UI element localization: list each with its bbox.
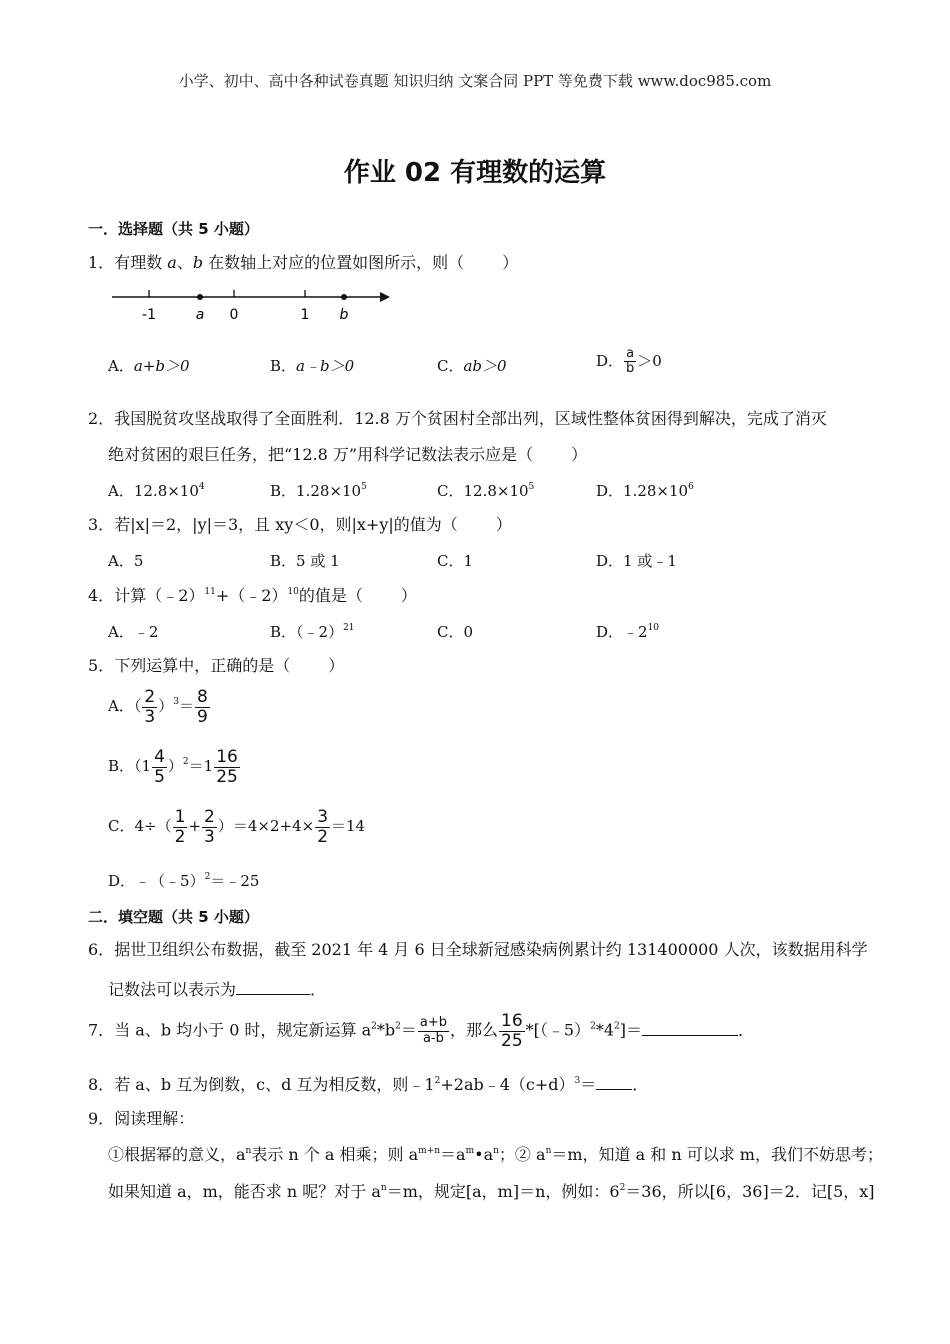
q1-option-b[interactable]: B．a﹣b＞0 [270, 357, 355, 375]
page-title: 作业 02 有理数的运算 [343, 158, 607, 188]
q1-text-a: 有理数 [114, 253, 168, 272]
label-minus-one: -1 [142, 307, 156, 323]
point-a [197, 294, 203, 300]
number-line-arrow [380, 292, 390, 302]
question-1 [88, 253, 518, 273]
q1-option-c[interactable]: C．ab＞0 [437, 357, 507, 375]
section-fill-title: 二．填空题（共 5 小题） [88, 908, 259, 926]
q1-sep: 、 [176, 253, 193, 272]
question-9-line-2: 如果知道 a，m，能否求 n 呢？对于 $a^n=m$，规定[a，m]＝n，例如：$6^2=36$，所以[6，36]＝2．记[5，x] [108, 1182, 875, 1201]
label-b: b [339, 307, 349, 323]
label-zero: 0 [229, 307, 239, 323]
q1-text-b: 在数轴上对应的位置如图所示，则（ [203, 253, 465, 272]
q4-option-d[interactable]: D．$﹣2^{10}$ [596, 623, 660, 641]
q2-option-a[interactable]: A．$12.8\times 10^4$ [108, 482, 205, 500]
question-6-line-1: 6．据世卫组织公布数据，截至 2021 年 4 月 6 日全球新冠感染病例累计约 131400000 人次，该数据用科学 [88, 940, 868, 959]
q3-option-b[interactable]: B．5 或 1 [270, 552, 340, 570]
label-one: 1 [300, 307, 310, 323]
q3-option-d[interactable]: D．1 或﹣1 [596, 552, 677, 570]
question-4: 4．计算（﹣2）$^{11}$+（﹣2）$^{10}$的值是（ ） [88, 586, 417, 605]
section-choice-title: 一．选择题（共 5 小题） [88, 220, 259, 238]
q4-option-c[interactable]: C．0 [437, 623, 474, 641]
question-9-title: 9．阅读理解： [88, 1109, 195, 1128]
question-9-line-1: ①根据幂的意义，$a^n$表示 n 个 a 相乘；则 $a^{m+n}=a^m•a^n$；② $a^n=m$，知道 a 和 n 可以求 m，我们不妨思考； [108, 1145, 883, 1164]
q4-option-a[interactable]: A．﹣2 [108, 623, 159, 641]
fraction-2-3-c: $\frac{2}{3}$ [204, 807, 215, 847]
question-7: 7．当 a、b 均小于 0 时，规定新运算 $a^2*b^2=$ $\frac{a+b}{a-b}$ ，那么 $\frac{16}{25}$ $*[(﹣5)^2*4^2]=$ ． [88, 1011, 754, 1051]
question-8: 8．若 a、b 互为倒数，c、d 互为相反数，则$﹣1^2+2ab﹣4(c+d)^3=$ ． [88, 1075, 649, 1094]
q1-var-a: a [167, 253, 177, 272]
q1-option-a[interactable]: A．a+b＞0 [108, 357, 190, 375]
q1-number: 1． [88, 253, 115, 272]
fraction-1-2: $\frac{1}{2}$ [174, 807, 186, 847]
q5-option-a[interactable]: A．（ $\frac{2}{3}$ ）$^3$＝ $\frac{8}{9}$ [108, 687, 208, 727]
fraction-8-9: $\frac{8}{9}$ [196, 687, 208, 727]
q2-option-c[interactable]: C．$12.8\times 10^5$ [437, 482, 535, 500]
q1-option-d[interactable]: D． $\frac{a}{b}$ ＞0 [596, 346, 662, 377]
fraction-16-25-q7: $\frac{16}{25}$ [501, 1011, 523, 1051]
q1-text-c: ） [502, 253, 519, 272]
q3-option-c[interactable]: C．1 [437, 552, 474, 570]
question-3: 3．若|x|＝2，|y|＝3，且 xy＜0，则|x+y|的值为（ ） [88, 515, 512, 534]
question-2-line-1: 2．我国脱贫攻坚战取得了全面胜利．12.8 万个贫困村全部出列，区域性整体贫困得到解决，完成了消灭 [88, 409, 827, 428]
q5-option-d[interactable]: D．﹣（﹣5）$^2$＝﹣25 [108, 872, 260, 890]
q4-option-b[interactable]: B．（﹣2）$^{21}$ [270, 623, 355, 641]
fraction-16-25: $\frac{16}{25}$ [216, 747, 238, 787]
q7-answer-blank[interactable] [642, 1019, 738, 1036]
fraction-apb-amb: $\frac{a+b}{a-b}$ [419, 1015, 447, 1046]
q2-option-d[interactable]: D．$1.28\times 10^6$ [596, 482, 694, 500]
fraction-4-5: $\frac{4}{5}$ [154, 747, 165, 787]
question-2-line-2: 绝对贫困的艰巨任务，把“12.8 万”用科学记数法表示应是（ ） [108, 445, 588, 464]
fraction-2-3: $\frac{2}{3}$ [144, 687, 156, 727]
fraction-a-over-b: $\frac{a}{b}$ [626, 346, 635, 377]
page-header: 小学、初中、高中各种试卷真题 知识归纳 文案合同 PPT 等免费下载 www.doc985.com [178, 72, 772, 90]
q5-option-c[interactable]: C．4÷（ $\frac{1}{2}$ + $\frac{2}{3}$ ）＝4×2+4× $\frac{3}{2}$ ＝14 [108, 807, 366, 847]
q6-answer-blank[interactable] [236, 978, 310, 995]
question-5: 5．下列运算中，正确的是（ ） [88, 656, 345, 675]
q1-var-b: b [192, 253, 204, 272]
q2-option-b[interactable]: B．$1.28\times 10^5$ [270, 482, 367, 500]
label-a: a [195, 307, 205, 323]
q3-option-a[interactable]: A．5 [108, 552, 144, 570]
fraction-3-2: $\frac{3}{2}$ [317, 807, 329, 847]
point-b [341, 294, 347, 300]
number-line-figure [108, 286, 398, 326]
question-6-line-2: 记数法可以表示为 ． [108, 980, 327, 999]
q8-answer-blank[interactable] [596, 1073, 632, 1090]
q5-option-b[interactable]: B．（1 $\frac{4}{5}$ ）$^2$＝1 $\frac{16}{25}$ [108, 747, 238, 787]
